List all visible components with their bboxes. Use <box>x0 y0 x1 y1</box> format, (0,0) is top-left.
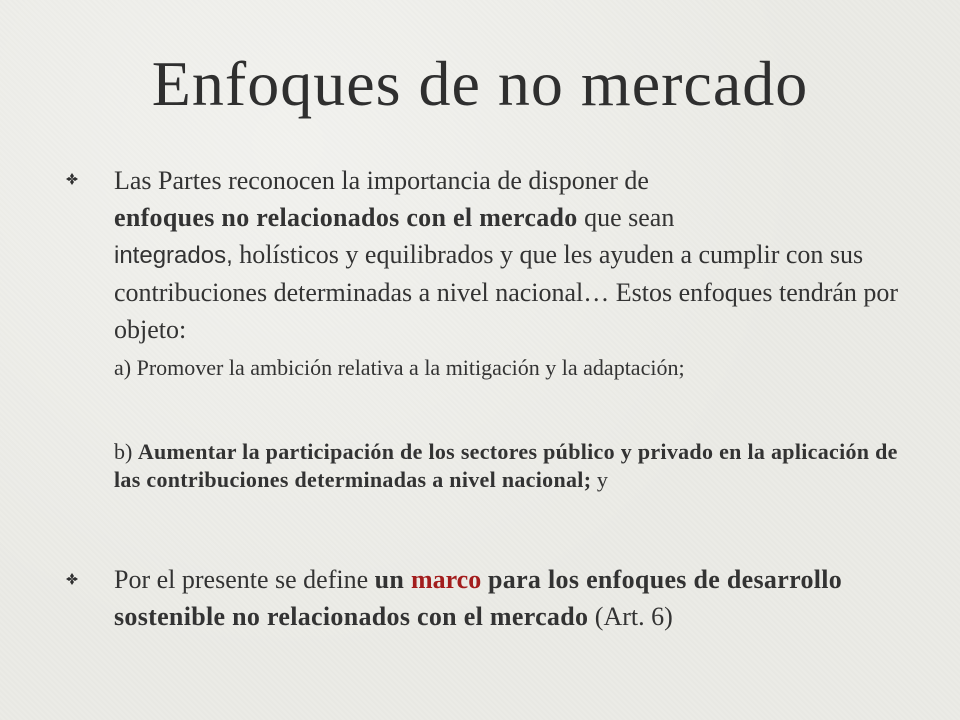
item-a: a) Promover la ambición relativa a la mitigación y la adaptación; <box>114 355 685 380</box>
four-diamond-bullet-icon <box>66 173 78 185</box>
bullet1-integrados: integrados, <box>114 242 233 269</box>
bullet2-text-1: Por el presente se define <box>114 565 375 594</box>
bullet2-marco: marco <box>410 565 482 594</box>
item-b-suffix: y <box>591 467 608 492</box>
bullet-paragraph-1 <box>114 162 914 348</box>
bullet-paragraph-2 <box>114 561 914 635</box>
bullet2-bold-1: un <box>374 565 411 594</box>
bullet1-text-2: que sean <box>577 203 675 232</box>
slide-title: Enfoques de no mercado <box>151 48 809 119</box>
item-b-prefix: b) <box>114 439 138 464</box>
bullet2-text-2: (Art. 6) <box>588 602 673 631</box>
item-b-bold: Aumentar la participación de los sectores público y privado en la aplicación de las contribuciones determinadas a nivel nacional; <box>114 439 898 492</box>
bullet1-text-1: Las Partes reconocen la importancia de disponer de <box>114 166 649 195</box>
bullet1-text-3: holísticos y equilibrados y que les ayuden a cumplir con sus contribuciones determinadas a nivel nacional… Estos enfoques tendrán por objeto: <box>114 240 899 344</box>
four-diamond-bullet-icon <box>66 573 78 585</box>
bullet1-bold-phrase: enfoques no relacionados con el mercado <box>114 203 578 232</box>
bullet2-bold-2: para los enfoques de desarrollo sostenible no relacionados con el mercado <box>114 565 843 631</box>
item-b <box>114 438 914 494</box>
